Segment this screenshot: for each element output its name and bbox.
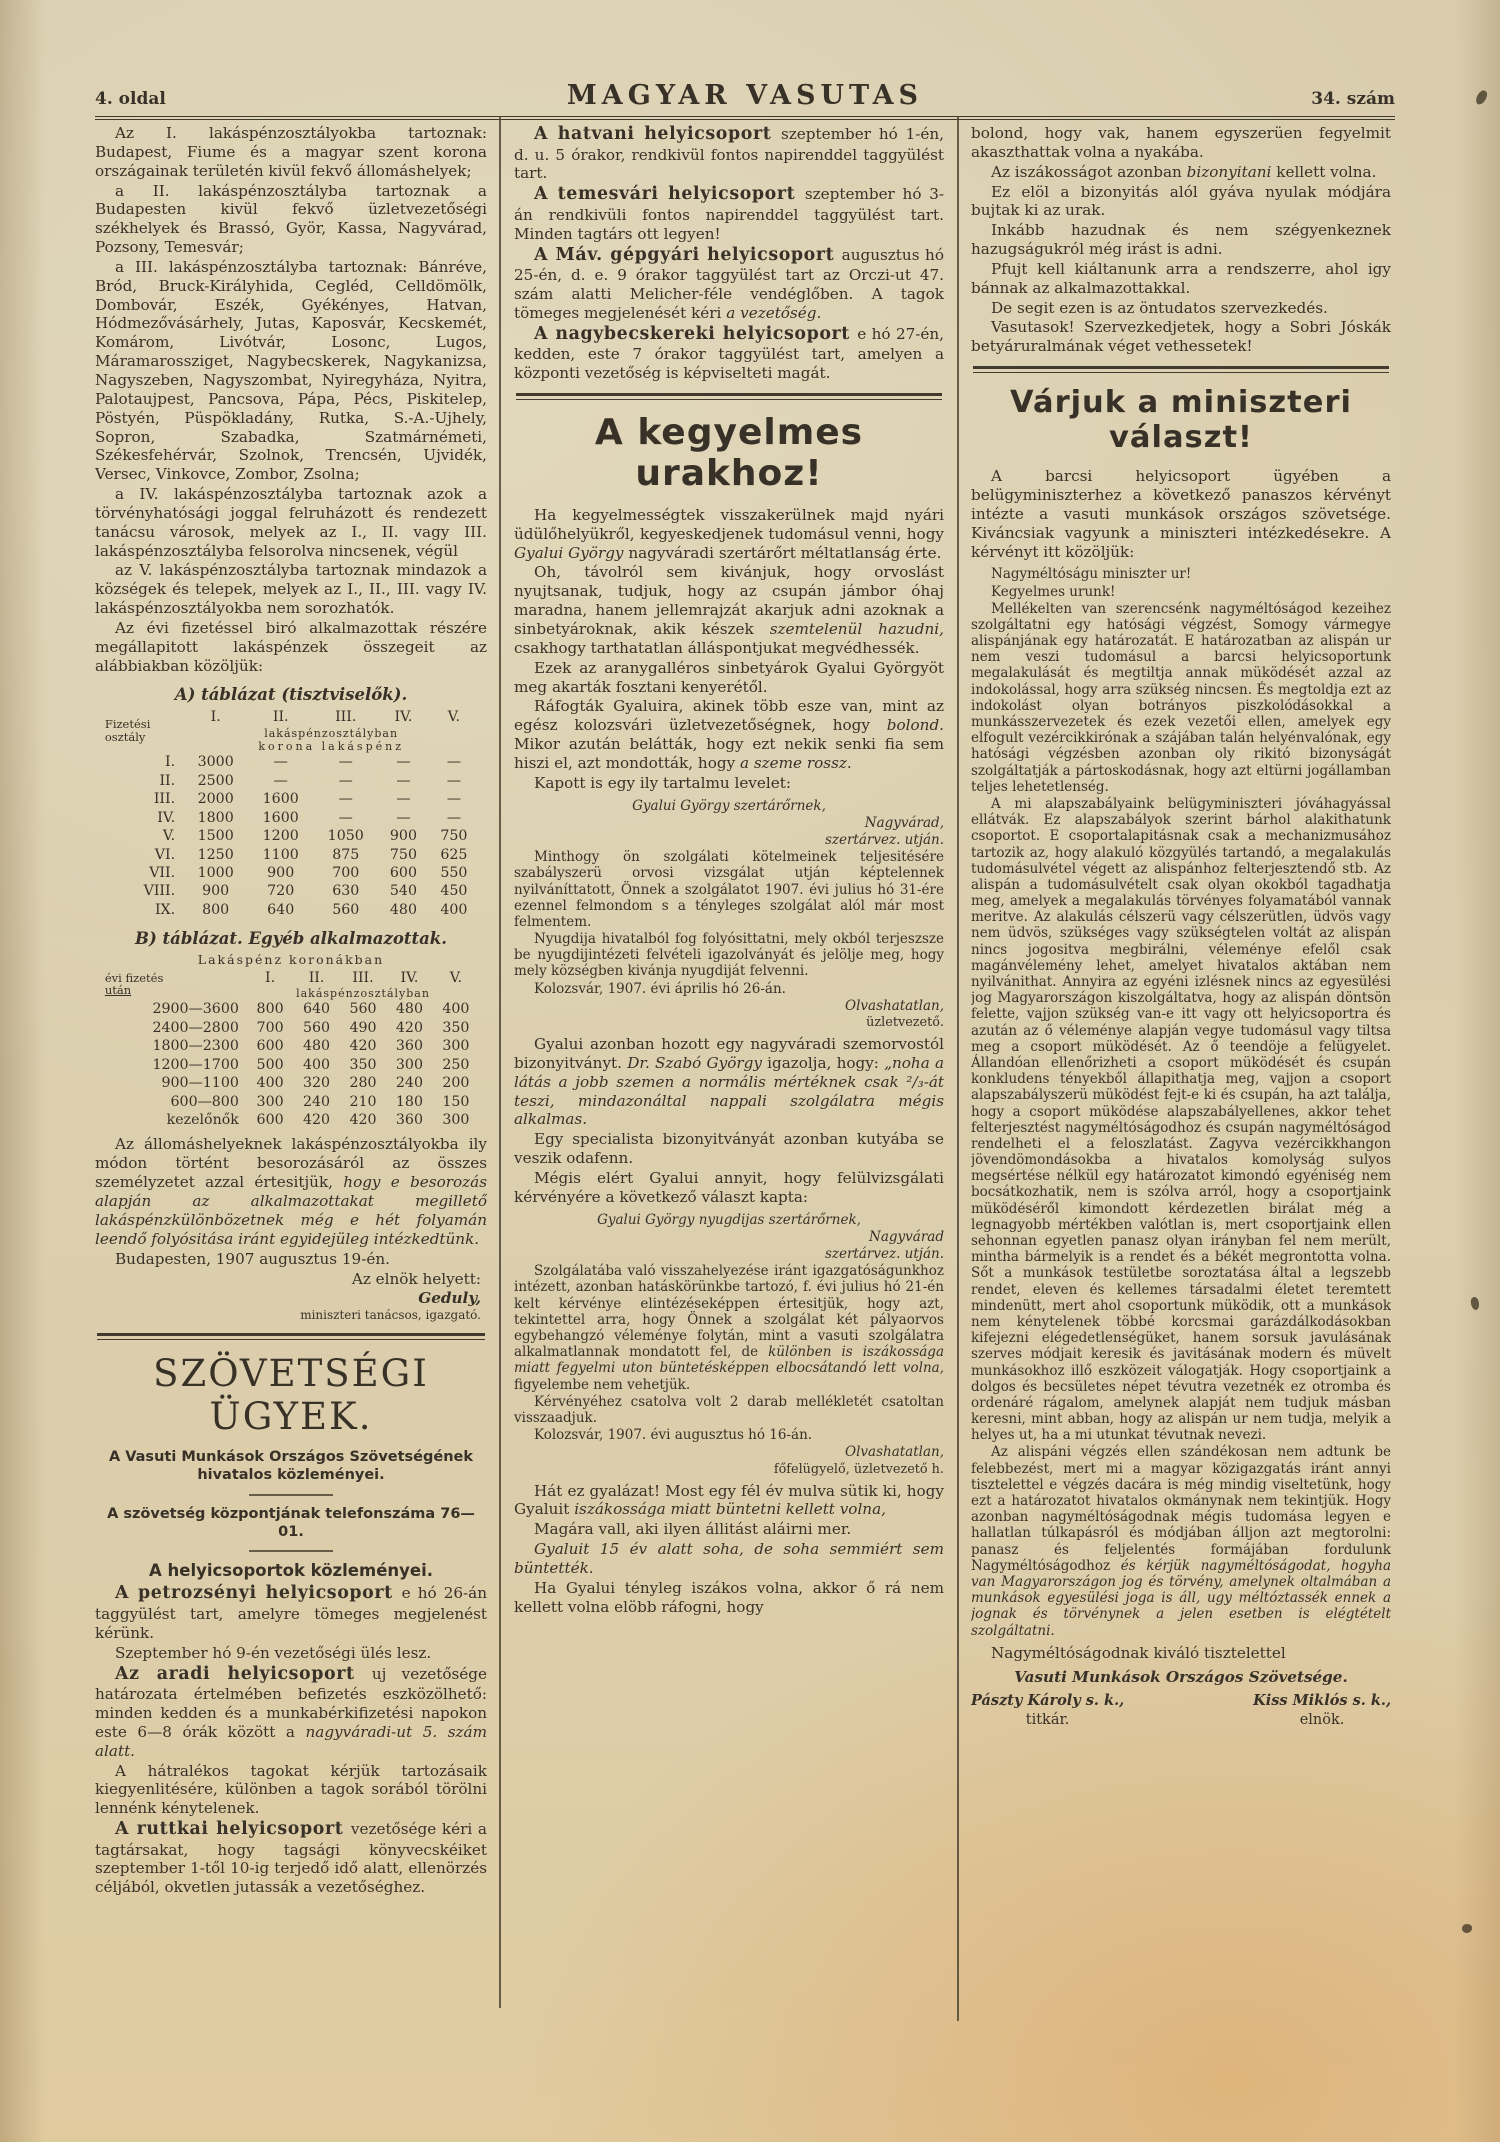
table-cell: 420 (395, 1019, 423, 1036)
table-row (103, 790, 479, 808)
table-cell: 420 (303, 1111, 331, 1128)
article-continuation-paragraphs (971, 124, 1391, 356)
table-a-col: IV. (394, 709, 413, 726)
table-row (103, 882, 479, 900)
paragraph: Az évi fizetéssel biró alkalmazottak részére megállapitott lakáspénzek összegeit az alábbiakban közöljük: (95, 618, 487, 675)
paragraph: Ráfogták Gyaluira, akinek több esze van, mint az egész kolozsvári üzletvezetőségnek, hogy bolond. Mikor azután belátták, hogy ezt nekik senki fia sem hiszi el, azt mondották, hogy a szeme rossz. (514, 697, 944, 772)
table-cell: 1200 (262, 828, 299, 845)
paragraph: Minthogy ön szolgálati kötelmeinek teljesitésére szabályszerü orvosi vizsgálat utján képtelennek nyilváníttatott, Önnek a szolgálatot 1907. évi julius hó 31-ére ezennel felmondom s a tényleges szolgálat alól már most felmentem. (514, 849, 944, 930)
table-cell: 150 (442, 1093, 470, 1110)
table-cell: 240 (395, 1075, 423, 1092)
page-number: 4. oldal (95, 89, 166, 109)
paragraph: Mégis elért Gyalui annyit, hogy felülvizsgálati kérvényére a következő választ kapta: (514, 1169, 944, 1206)
paragraph: Ha kegyelmességtek visszakerülnek majd nyári üdülőhelyükről, kegyeskedjenek tudomásul venni, hogy Gyalui György nagyváradi szertárőrt méltatlanság érte. (514, 505, 944, 562)
paragraph: Egy specialista bizonyitványát azonban kutyába se veszik odafenn. (514, 1130, 944, 1168)
table-b-corner: évi fizetés után (104, 970, 164, 998)
table-cell: 800 (256, 1001, 284, 1018)
table-row (103, 1111, 479, 1129)
table-cell: — (338, 754, 353, 771)
paragraph: Gyalui György szertárőrnek, (632, 797, 826, 814)
table-row (103, 901, 479, 919)
table-cell: 540 (389, 883, 417, 900)
table-cell: 900 (267, 865, 295, 882)
paragraph: a II. lakáspénzosztályba tartoznak a Budapesten kivül fekvő üzletvezetőségi székhelyek és Brassó, Györ, Kassa, Nagyvárad, Pozsony, Temesvár; (95, 181, 487, 257)
paragraph: az V. lakáspénzosztályba tartoznak mindazok a községek és telepek, melyek az I., II., III. vagy IV. lakáspénzosztályokba nem sorozhatók. (95, 561, 487, 618)
table-cell: — (446, 791, 461, 808)
paragraph: üzletvezető. (866, 1015, 944, 1030)
table-a-col: V. (447, 709, 461, 726)
table-cell: — (273, 754, 288, 771)
paragraph: szertárvez. utján. (824, 1246, 944, 1263)
table-cell: 560 (303, 1019, 331, 1036)
table-cell: 625 (440, 846, 468, 863)
table-cell: 550 (440, 865, 468, 882)
row-label: VII. (149, 865, 176, 882)
table-b-top-label: Lakáspénz koronákban (197, 952, 385, 968)
table-a-header-row (103, 708, 479, 726)
table-row (103, 1019, 479, 1037)
table-cell: 500 (256, 1056, 284, 1073)
paragraph: Ha Gyalui tényleg iszákos volna, akkor ő rá nem kellett volna elöbb ráfogni, hogy (514, 1578, 944, 1616)
row-label: VI. (154, 846, 176, 863)
table-cell: 360 (395, 1038, 423, 1055)
phone-line: A szövetség központjának telefonszáma 76—01. (107, 1505, 475, 1540)
paragraph: Nagyméltóságodnak kiváló tisztelettel (991, 1643, 1286, 1662)
table-cell: 720 (267, 883, 295, 900)
row-label: 2900—3600 (152, 1001, 239, 1018)
table-cell: 1600 (262, 809, 299, 826)
table-cell: — (273, 772, 288, 789)
table-cell: 700 (332, 865, 360, 882)
table-b-subheader: lakáspénzosztályban (296, 987, 430, 1001)
president-signature: Kiss Miklós s. k., elnök. (1253, 1692, 1391, 1729)
table-cell: — (446, 772, 461, 789)
row-label: 900—1100 (161, 1075, 239, 1092)
secretary-signature: Pászty Károly s. k., titkár. (971, 1692, 1125, 1729)
table-row (103, 1074, 479, 1092)
table-cell: 200 (442, 1075, 470, 1092)
paragraph: A petrozsényi helyicsoport e hó 26-án taggyülést tart, amelyre tömeges megjelenést kérünk. (95, 1583, 487, 1642)
column-left (95, 124, 487, 2019)
row-label: 1200—1700 (152, 1056, 239, 1073)
paragraph: Gyalui György nyugdijas szertárőrnek, (597, 1211, 861, 1228)
paragraph: főfelügyelő, üzletvezető h. (773, 1461, 944, 1477)
petition-paragraphs (971, 467, 1391, 1662)
table-cell: — (338, 772, 353, 789)
column-divider (499, 116, 501, 2008)
table-row (103, 864, 479, 882)
table-cell: 750 (440, 828, 468, 845)
table-cell: 300 (442, 1038, 470, 1055)
signature-intro: Az elnök helyett: (351, 1270, 481, 1289)
table-cell: — (446, 809, 461, 826)
housing-class-paragraphs (95, 124, 487, 675)
issue-number: 34. szám (1311, 89, 1395, 109)
table-cell: 1500 (197, 828, 234, 845)
paragraph: Gyaluit 15 év alatt soha, de soha semmiért sem büntették. (514, 1540, 944, 1577)
paragraph: Az aradi helyicsoport uj vezetősége határozata értelmében befizetés eszközölhető: minden kedden és a munkabérkifizetési napokon este 6—8 órák között a nagyváradi-ut 5. szám alatt. (95, 1663, 487, 1760)
petition-signatures (971, 1692, 1391, 1730)
row-label: III. (153, 791, 176, 808)
table-cell: 2500 (197, 772, 234, 789)
table-cell: 875 (332, 846, 360, 863)
notice-paragraphs (95, 1135, 487, 1268)
table-a-title: A) táblázat (tisztviselők). (174, 685, 408, 705)
row-label: 600—800 (170, 1093, 239, 1110)
paragraph: Az alispáni végzés ellen szándékosan nem adtunk be felebbezést, mert mi a magyar közigazgatás iránt annyi tisztelettel e végzés dacára is még mindig viseltetünk, hogy ezt a határozatot hivatalos okmánynak nem tekintjük. Hogy azonban nagyméltóságodnak mégis tudomása legyen e hallatlan túlkapásról és módjában álljon azt megtorolni: panasz és feljelentés formájában fordulunk Nagyméltóságodhoz és kérjük nagyméltóságodat, hogyha van Magyarországon jog és törvény, amelynek oltalmában a munkások egyesülési joga is áll, ugy méltóztassék ennek a jognak és törvénynek a jelen esetben is elégtételt szolgáltatni. (971, 1444, 1391, 1639)
table-cell: 180 (395, 1093, 423, 1110)
paragraph: a III. lakáspénzosztályba tartoznak: Bánréve, Bród, Bruck-Királyhida, Cegléd, Celldömölk, Dombovár, Eszék, Gyékényes, Hatvan, Hódmezővásárhely, Jutas, Kaposvár, Kecskemét, Komárom, Livótvár, Losonc, Lugos, Máramarossziget, Nagybecskerek, Nagykanizsa, Nagyszeben, Nagyszombat, Nyiregyháza, Nyitra, Palotaujpest, Pancsova, Pápa, Pécs, Piskitelep, Pöstyén, Püspökladány, Rutka, S.-A.-Ujhely, Sopron, Szabadka, Szatmárnémeti, Székesfehérvár, Szolnok, Trencsén, Ujvidék, Versec, Vinkovce, Zombor, Zsolna; (95, 257, 487, 484)
table-cell: 480 (395, 1001, 423, 1018)
paragraph: Ez elöl a bizonyitás alól gyáva nyulak módjára bujtak ki az urak. (971, 182, 1391, 220)
table-cell: 480 (389, 901, 417, 918)
table-b-col: II. (308, 969, 325, 986)
paragraph: Inkább hazudnak és nem szégyenkeznek hazugságukról még irást is adni. (971, 221, 1391, 259)
paragraph: Kegyelmes urunk! (991, 583, 1116, 600)
table-row (103, 827, 479, 845)
table-cell: 300 (256, 1093, 284, 1110)
section-divider (516, 393, 942, 400)
paragraph: Az I. lakáspénzosztályokba tartoznak: Budapest, Fiume és a magyar szent korona országainak területén kivül fekvő állomáshelyek; (95, 124, 487, 180)
paragraph: A hatvani helyicsoport szeptember hó 1-én, d. u. 5 órakor, rendkivül fontos napirenddel taggyülést tart. (514, 124, 944, 183)
paragraph: Magára vall, aki ilyen állitást aláirni mer. (534, 1520, 852, 1539)
table-cell: 600 (389, 865, 417, 882)
table-cell: 600 (256, 1111, 284, 1128)
table-cell: 300 (442, 1111, 470, 1128)
paragraph: Oh, távolról sem kivánjuk, hogy orvoslást nyujtsanak, tudjuk, hogy az csupán jámbor óhaj maradna, hanem jellemrajzát akarjuk adni azoknak a sinbetyároknak, akik készek szemtelenül hazudni, csakhogy tarthatatlan álláspontjukat megvédhessék. (514, 563, 944, 657)
paragraph: Budapesten, 1907 augusztus 19-én. (115, 1249, 390, 1268)
paragraph: A hátralékos tagokat kérjük tartozásaik kiegyenlitésére, különben a tagok sorából törölni lennénk kénytelenek. (95, 1761, 487, 1818)
mini-divider (249, 1550, 333, 1552)
local-group-paragraphs (514, 124, 944, 383)
paragraph: Olvashatatlan, (845, 997, 944, 1014)
table-cell: — (396, 754, 411, 771)
paragraph: Nagyvárad (869, 1228, 944, 1245)
table-cell: — (396, 809, 411, 826)
table-row (103, 772, 479, 790)
table-row (103, 1000, 479, 1018)
organization-name: Vasuti Munkások Országos Szövetsége. (1014, 1667, 1348, 1686)
paragraph: Kérvényéhez csatolva volt 2 darab mellékletét csatoltan visszaadjuk. (514, 1393, 944, 1426)
table-cell: 3000 (197, 754, 234, 771)
table-cell: 400 (303, 1056, 331, 1073)
table-a-col: I. (210, 709, 221, 726)
table-row (103, 846, 479, 864)
table-b-col: IV. (400, 969, 419, 986)
table-cell: 1600 (262, 791, 299, 808)
row-label: I. (165, 754, 176, 771)
table-cell: — (446, 754, 461, 771)
table-cell: 280 (349, 1075, 377, 1092)
table-cell: 700 (256, 1019, 284, 1036)
table-cell: 1000 (197, 865, 234, 882)
paragraph: Ezek az aranygalléros sinbetyárok Gyalui Györgyöt meg akarták fosztani kenyerétől. (514, 658, 944, 696)
article-paragraphs (514, 506, 944, 1617)
column-divider (957, 116, 959, 2021)
paragraph: A temesvári helyicsoport szeptember hó 3-án rendkivüli fontos napirenddel taggyülést tart. Minden tagtárs ott legyen! (514, 184, 944, 243)
table-cell: 360 (395, 1111, 423, 1128)
table-b-top-row (103, 952, 479, 968)
table-cell: 1250 (197, 846, 234, 863)
table-cell: 450 (440, 883, 468, 900)
row-label: V. (162, 828, 176, 845)
section-headline: SZÖVETSÉGI ÜGYEK. (153, 1352, 429, 1439)
column-middle (514, 124, 944, 2019)
paragraph: Gyalui azonban hozott egy nagyváradi szemorvostól bizonyitványt. Dr. Szabó György igazolja, hogy: „noha a látás a jobb szemen a normális mértéknek csak ²/₃-át teszi, mindazonáltal nappali szolgálatra mégis alkalmas. (514, 1035, 944, 1129)
table-a (103, 708, 479, 919)
section-divider (97, 1333, 485, 1340)
row-label: 2400—2800 (152, 1019, 239, 1036)
table-row (103, 1037, 479, 1055)
table-cell: — (338, 791, 353, 808)
table-cell: 250 (442, 1056, 470, 1073)
paragraph: Mellékelten van szerencsénk nagyméltóságod kezeihez szolgáltatni egy hatósági végzést, Somogy vármegye alispánjának egy határozatát. E határozatban az alispán ur nem veszi tudomásul a barcsi helyicsoportunk megalakulását és megtiltja annak müködését azzal az indokolással, hogy arra szükség nincsen. És megtoldja ezt az indokolást olyan botrányos piszkolódásokkal a munkásszervezetek és ezek vezetői ellen, amelyek egy elfogult vezércikkirónak a szájában talán helyénvalónak, egy hatósági végzésben azonban oly rikitó bizonyságát szolgáltatják a pártoskodásnak, hogy azt eltürni jogállamban teljes lehetetlenség. (971, 600, 1391, 795)
table-b-header-row (103, 969, 479, 987)
signature-name: Geduly, (418, 1289, 481, 1308)
signature-title: miniszteri tanácsos, igazgató. (300, 1308, 481, 1323)
paragraph: A barcsi helyicsoport ügyében a belügyminiszterhez a következő panaszos kérvényt intézte a vasuti munkások országos szövetsége. Kiváncsiak vagyunk a miniszteri intézkedésekre. A kérvényt itt közöljük: (971, 467, 1391, 561)
table-cell: 400 (256, 1075, 284, 1092)
table-a-col: II. (272, 709, 289, 726)
table-cell: 560 (332, 901, 360, 918)
table-cell: 320 (303, 1075, 331, 1092)
table-row (103, 809, 479, 827)
table-b (103, 952, 479, 1129)
paragraph: bolond, hogy vak, hanem egyszerüen fegyelmit akaszthattak volna a nyakába. (971, 124, 1391, 161)
paragraph: De segit ezen is az öntudatos szervezkedés. (991, 298, 1328, 317)
table-cell: 1100 (262, 846, 299, 863)
director-signature-block (95, 1270, 481, 1323)
table-cell: — (396, 791, 411, 808)
paragraph: Kolozsvár, 1907. évi augusztus hó 16-án. (534, 1427, 813, 1444)
row-label: IV. (157, 809, 176, 826)
table-b-col: III. (352, 969, 374, 986)
table-cell: 2000 (197, 791, 234, 808)
table-cell: 1800 (197, 809, 234, 826)
table-cell: 640 (303, 1001, 331, 1018)
mini-divider (249, 1494, 333, 1496)
paragraph: Kolozsvár, 1907. évi április hó 26-án. (534, 980, 786, 997)
paragraph: A nagybecskereki helyicsoport e hó 27-én, kedden, este 7 órakor taggyülést tart, amelyen a központi vezetőség is képviselteti magát. (514, 323, 944, 383)
table-cell: 750 (389, 846, 417, 863)
table-b-col: V. (449, 969, 463, 986)
row-label: kezelőnők (166, 1111, 239, 1128)
paragraph: Nagyvárad, (864, 814, 944, 831)
article-headline: A kegyelmes urakhoz! (594, 411, 864, 494)
table-cell: 600 (256, 1038, 284, 1055)
paragraph: Szeptember hó 9-én vezetőségi ülés lesz. (115, 1643, 432, 1662)
paragraph: Nagyméltóságu miniszter ur! (991, 566, 1192, 583)
table-cell: — (396, 772, 411, 789)
table-cell: 490 (349, 1019, 377, 1036)
table-cell: 640 (267, 901, 295, 918)
paragraph: Vasutasok! Szervezkedjetek, hogy a Sobri Jóskák betyáruralmának véget vethessetek! (971, 318, 1391, 356)
table-a-subheader: lakáspénzosztályban korona lakáspénz (258, 726, 404, 754)
ink-mark (1474, 89, 1488, 106)
row-label: IX. (154, 901, 176, 918)
table-cell: 420 (349, 1038, 377, 1055)
ink-mark (1461, 1923, 1472, 1934)
column-right (971, 124, 1391, 2019)
table-cell: — (338, 809, 353, 826)
table-a-col: III. (335, 709, 357, 726)
article-headline: Várjuk a miniszteri választ! (1010, 385, 1352, 456)
paragraph: Nyugdija hivatalból fog folyósittatni, mely okból terjeszsze be nyugdijintézeti felvételi igazolványát és jelölje meg, hogy mely községben kivánja nyugdiját felvenni. (514, 931, 944, 980)
table-cell: 400 (440, 901, 468, 918)
table-b-col: I. (265, 969, 276, 986)
paragraph: Hát ez gyalázat! Most egy fél év mulva sütik ki, hogy Gyaluit iszákossága miatt büntetni kellett volna, (514, 1481, 944, 1519)
section-subhead: A Vasuti Munkások Országos Szövetségének hivatalos közleményei. (108, 1449, 474, 1484)
table-cell: 420 (349, 1111, 377, 1128)
table-a-corner: Fizetési osztály (104, 717, 151, 744)
table-cell: 900 (389, 828, 417, 845)
paragraph: Pfujt kell kiáltanunk arra a rendszerre, ahol igy bánnak az alkalmazottakkal. (971, 259, 1391, 297)
paragraph: A ruttkai helyicsoport vezetősége kéri a tagtársakat, hogy tagsági könyvecskéiket szeptember 1-től 10-ig terjedő idő alatt, ellenörzés céljából, okvetlen jutassák a vezetőséghez. (95, 1819, 487, 1897)
table-cell: 300 (395, 1056, 423, 1073)
paragraph: A mi alapszabályaink belügyminiszteri jóváhagyással ellátvák. Ez alapszabályok szerint bárhol alakithatunk csoportot. E csoportalapitásnak csak a mechanizmusához tartozik az, hogy alakuló közgyülés tartandó, a megalakulás tudomásulvétel végett az alispánhoz felterjesztendő stb. Az alispán a tudomásulvételt csak olyan okokból tagadhatja meg, amelyek a megalakulás törvényes folyamatából vannak meritve. Az alakulás célszerü vagy célszerütlen, üdvös vagy nem üdvös, szükséges vagy szükségtelen voltát az alispán nincs jogositva megbirálni, véleménye efelől csak magánvélemény lehet, amelyet hivatalos aktában nem nyilvánithat. Annyira az egyéni izlésnek nincs az egyesülési jog Magyarországon kiszolgáltatva, hogy az alispán döntsön felette, vajjon szükség van-e itt vagy ott helyicsoportra és azután az ő véleménye alapján vegye tudomásul vagy tiltsa meg a csoport müködését. Az ő teendöje a felügyelet. Állandóan ellenőrizheti a csoport müködését és csupán konkludens tényekből állapithatja meg, vajjon a csoport alapszabályszerü müködést fejt-e ki és csupán, ha azt találja, hogy a csoport müködése alapszabályellenes, akkor tehet felterjesztést nagyméltóságodhoz és csupán nagyméltóságod rendelheti el a feloszlatást. Zagyva vezércikkhangon jövendömondásokba a hivatalos komolyság sulyos megsértése nélkül egy határozatot kimondó egyéniség nem bocsátkozhatik, nem is szólva arról, hogy a csoportjaink müködéséről kimondott kérdezetlen birálat még a legnagyobb mértékben valótlan is, mert csoportjaink ellen sehonnan egyetlen panasz olyan irányban fel nem merült, mintha bármelyik is a rendet és a békét megrontotta volna. Sőt a munkások testületbe soroztatása által a legszebb rendet, eleven és kellemes társadalmi életet teremtett mindenütt, mert ahol csoportunk müködik, ott a munkások nem kénytelenek többé korcsmai garázdálkodásokban kifejezni elégedetlenségüket, hanem sorsuk javulásának szerves módjait keresik és javitásának modern és müvelt munkásokhoz illő eszközeit válogatják. Hogy csoportjaink a dolgos és becsületes népet tévutra vezetnék ez otromba és ordenáré rágalom, amelynek alapját nem tudjuk másban keresni, mint abban, hogy az alispán ur nem tudja, melyik a helyes ut, ha a mi utunkat tévutnak nevezi. (971, 795, 1391, 1444)
paragraph: A Máv. gépgyári helyicsoport augusztus hó 25-én, d. e. 9 órakor taggyülést tart az Orczi-ut 47. szám alatti Melicher-féle vendéglőben. A tagok tömeges megjelenését kéri a vezetőség. (514, 244, 944, 322)
table-b-title: B) táblázat. Egyéb alkalmazottak. (135, 929, 447, 949)
table-row (103, 753, 479, 771)
newspaper-title: MAGYAR VASUTAS (566, 80, 924, 111)
table-cell: 800 (202, 901, 230, 918)
table-cell: 900 (202, 883, 230, 900)
table-row (103, 1056, 479, 1074)
table-cell: 400 (442, 1001, 470, 1018)
paragraph: Szolgálatába való visszahelyezése iránt igazgatóságunkhoz intézett, azonban hatáskörünkbe tartozó, f. évi julius hó 21-én kelt kérvénye elintézéseképpen értesitjük, hogy azt, tekintettel arra, hogy Önnek a szolgálat két pályaorvos egybehangzó véleménye folytán, mint a vasuti szolgálatra alkalmatlannak mondatott fel, de különben is iszákossága miatt fegyelmi uton büntetésképpen elbocsátandó lett volna, figyelembe nem vehetjük. (514, 1263, 944, 1393)
row-label: VIII. (143, 883, 176, 900)
paragraph: Olvashatatlan, (845, 1444, 944, 1461)
ink-mark (1469, 1296, 1480, 1311)
paragraph: Az állomáshelyeknek lakáspénzosztályokba ily módon történt besorozásáról az összes személyzetet azzal értesitjük, hogy e besorozás alapján az alkalmazottakat megillető lakáspénzkülönbözetnek még e hét folyamán leendő folyósitása iránt egyidejüleg intézkedtünk. (95, 1135, 487, 1248)
paragraph: szertárvez. utján. (824, 831, 944, 848)
table-cell: 1050 (327, 828, 364, 845)
paragraph: a IV. lakáspénzosztályba tartoznak azok a törvényhatósági joggal felruházott és rendezett tanácsu városok, melyek az I., II. vagy III. lakáspénzosztályba felsorolva nincsenek, végül (95, 485, 487, 560)
table-cell: 630 (332, 883, 360, 900)
table-cell: 480 (303, 1038, 331, 1055)
row-label: 1800—2300 (152, 1038, 239, 1055)
row-label: II. (159, 772, 176, 789)
table-cell: 350 (349, 1056, 377, 1073)
table-row (103, 1093, 479, 1111)
paragraph: Az iszákosságot azonban bizonyitani kellett volna. (991, 162, 1377, 181)
local-groups-headline: A helyicsoportok közleményei. (149, 1560, 433, 1580)
table-cell: 240 (303, 1093, 331, 1110)
local-group-paragraphs (95, 1583, 487, 1897)
table-cell: 350 (442, 1019, 470, 1036)
table-cell: 210 (349, 1093, 377, 1110)
table-cell: 560 (349, 1001, 377, 1018)
section-divider (973, 366, 1389, 373)
page-header (95, 80, 1395, 120)
paragraph: Kapott is egy ily tartalmu levelet: (534, 773, 791, 792)
